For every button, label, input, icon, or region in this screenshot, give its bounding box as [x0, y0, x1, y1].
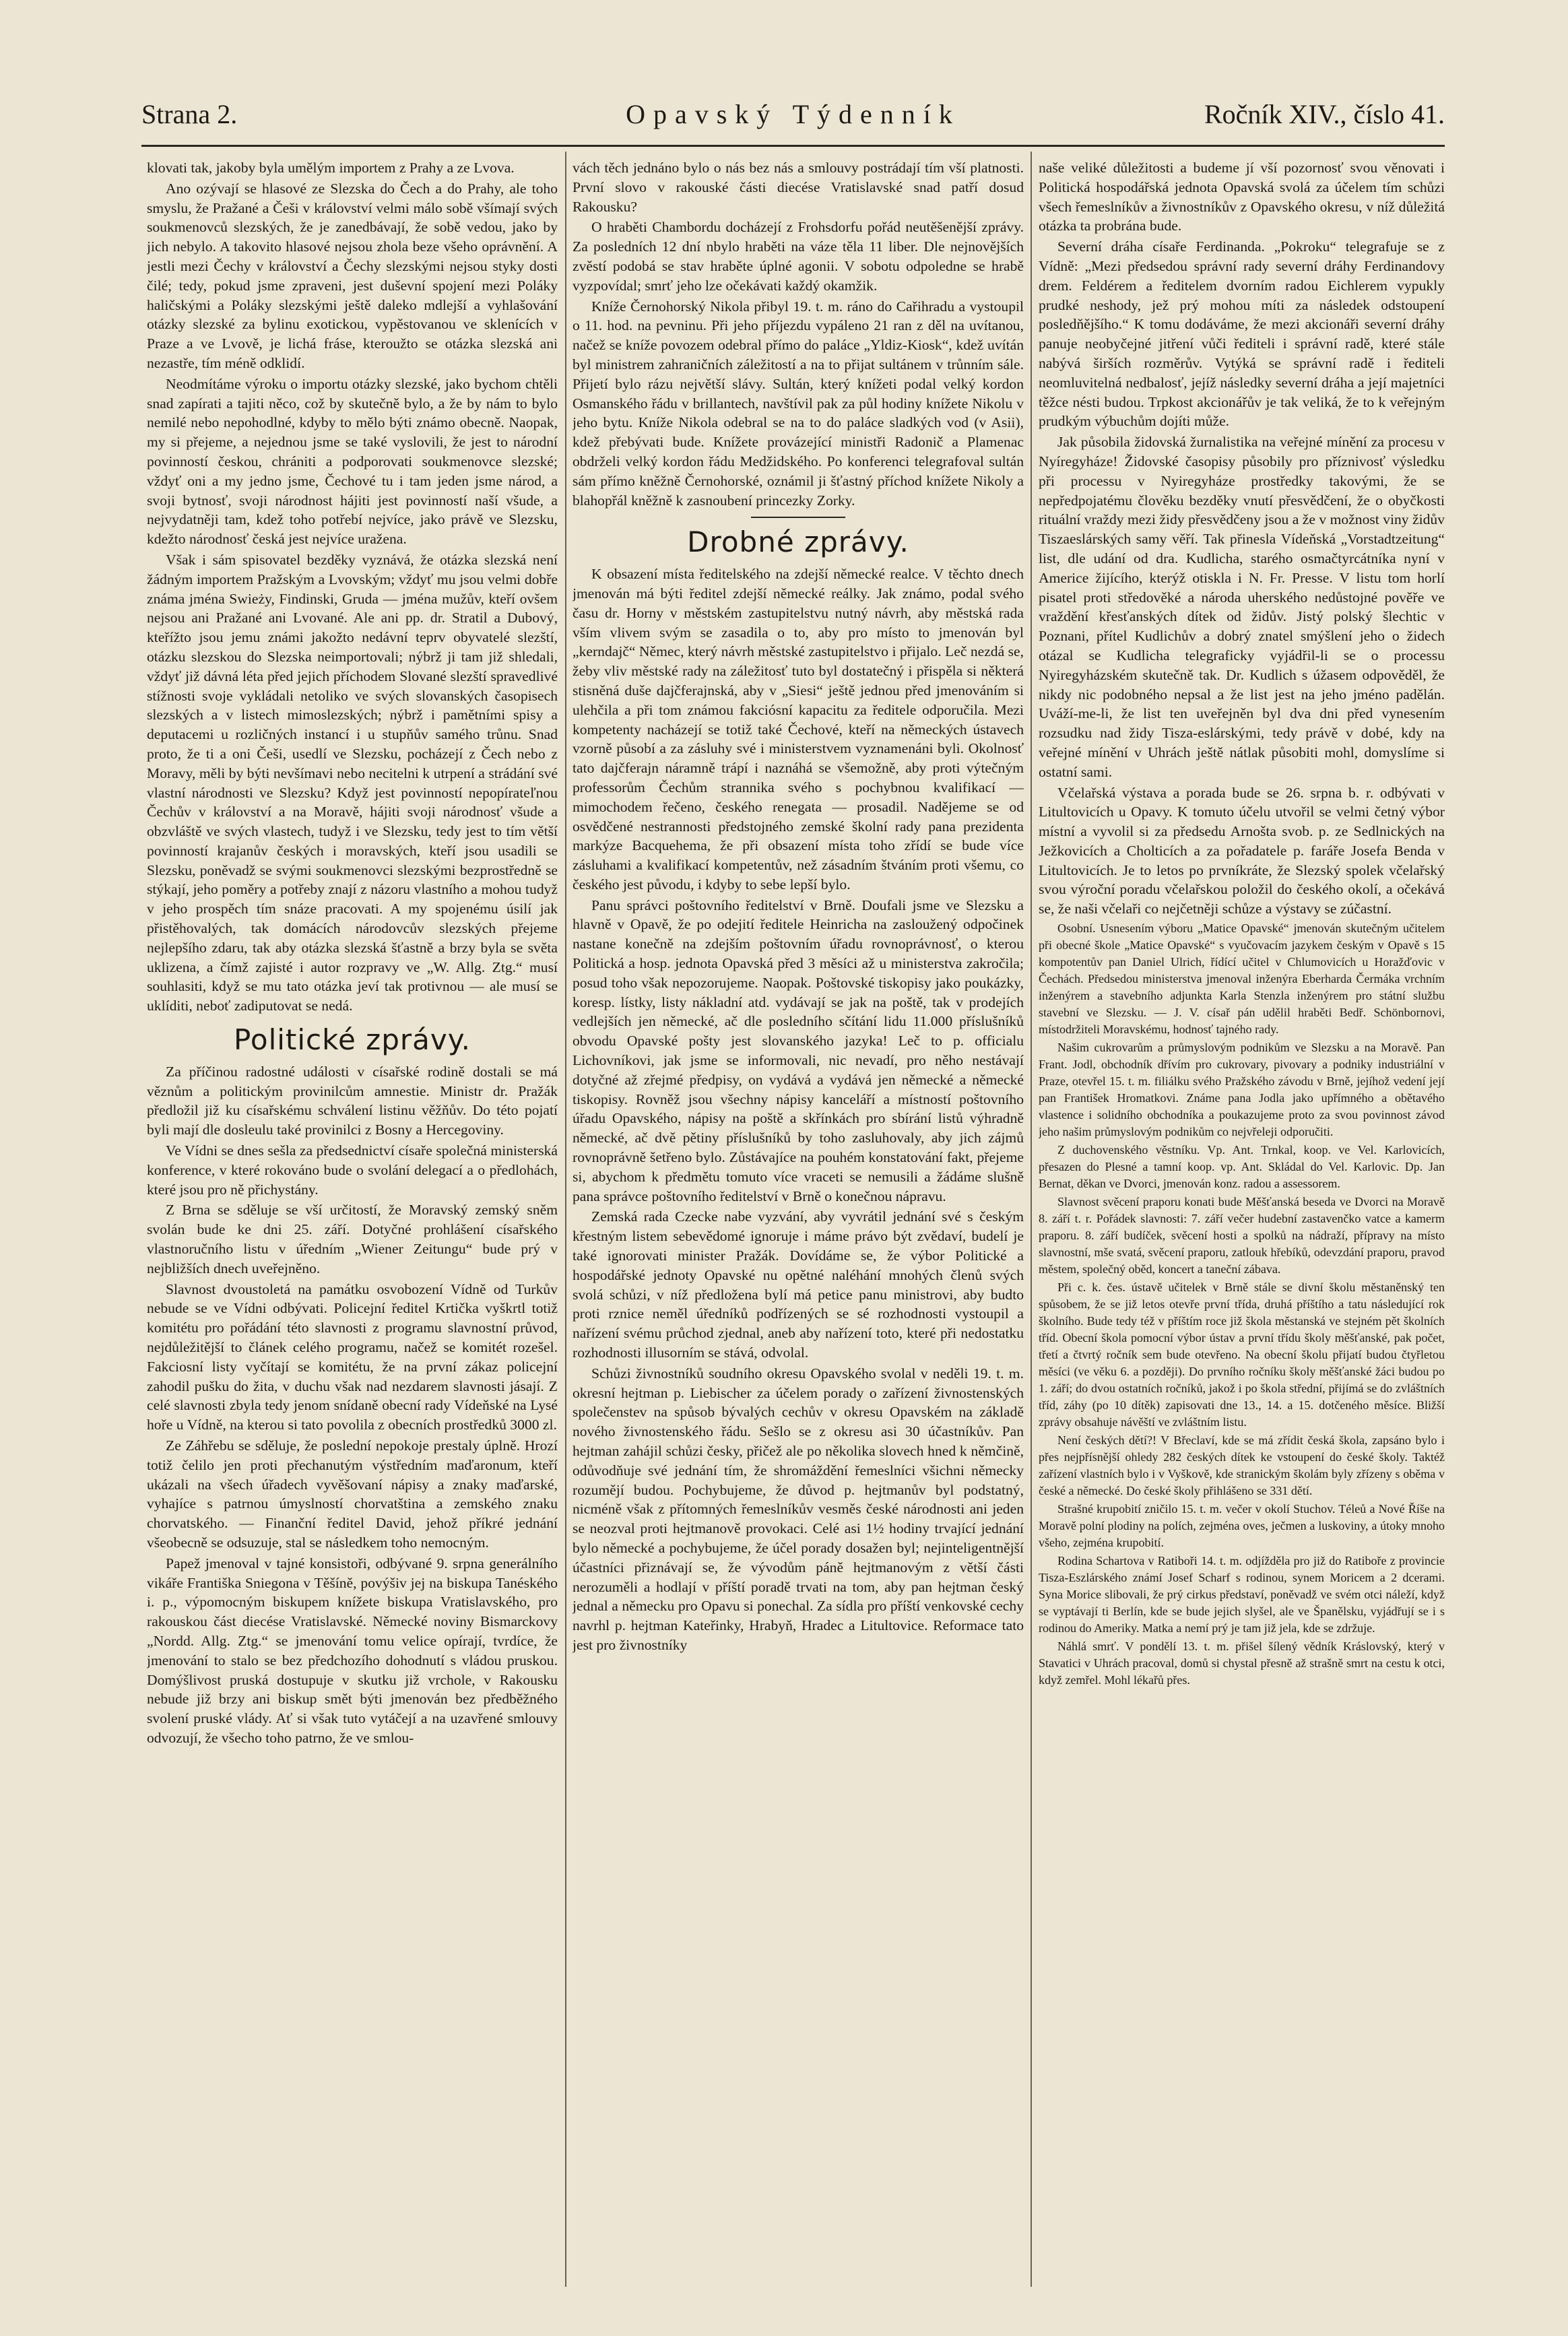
column-divider-1: [565, 152, 566, 2287]
column-divider-2: [1031, 152, 1032, 2287]
news-item: Při c. k. čes. ústavě učitelek v Brně stále se divní školu městaněnský ten spůsobem, že se již letos otevře první třída, druhá příštího a tatu následující rok školního. Bude tedy též v příštím roce již škola městanská ve stejném pět školních tříd. Obecní škola pomocní výbor ústav a první třídu školy měšťanské, pak počet, třetí a čtvrtý ročník sem bude otevřeno. Na obecní školu přijatí budou čtyřletou měsíci (ve věku 6. a později). Do prvního ročníku školy měšťanské žáci budou po 1. září; do dvou ostatních ročníků, jakož i po škola střední, přijímá se do zvláštních tříd, záhy (po 10 dítěk) zapisovati dne 13., 14. a 15. dotčeného měsíce. Bližší zprávy obsahuje návěští ve zvláštním listu.: [1039, 1280, 1445, 1429]
volume-issue: Ročník XIV., číslo 41.: [1204, 99, 1445, 129]
news-item: Kníže Černohorský Nikola přibyl 19. t. m. ráno do Cařihradu a vystoupil o 11. hod. na pevninu. Při jeho příjezdu vypáleno 21 ran z děl na uvítanou, načež se kníže povozem odebral přímo do paláce „Yldiz-Kiosk“, kdež uvítán byl ministrem zahraničních záležitostí a na to přijat sultánem v trůnním sále. Přijetí bylo rázu největší slávy. Sultán, který knížeti podal velký kordon Osmanského řádu v brillantech, navštívil pak za půl hodiny knížete Nikolu v jeho bytu. Kníže Nikola odebral se na to do paláce sladkých vod (v Asii), kdež přebývati bude. Knížete provázející ministři Radonič a Plamenac obdrželi velký kordon řádu Medžidského. Po konferenci telegrafoval sultán sám přímo kněžně Černohorské, oznámil ji šťastný příchod knížete Nikoly a blahopřál kněžně k zasnoubení princezky Zorky.: [573, 298, 1024, 509]
news-item: Slavnost dvoustoletá na památku osvobození Vídně od Turkův nebude se ve Vídni odbývati. Policejní ředitel Krtička vyškrtl totiž komitétu pro pořádání této slavnosti z programu slavnostní průvod, nejdůležitější to článek celého programu, načež se komitét rozešel. Fakciosní listy vyčítají se komitétu, že na první zákaz policejní zahodil pušku do žita, v duchu však nad nezdarem slavnosti jásají. Z celé slavnosti zbyla tedy jenom snídaně obecní rady Vídeňské na Lysé hoře u Vídně, na kterou si tato povolila z obecních prostředků 3000 zl.: [147, 1280, 558, 1433]
page-header: [141, 94, 1445, 135]
news-item: Našim cukrovarům a průmyslovým podnikům ve Slezsku a na Moravě. Pan Frant. Jodl, obchodník dřívím pro cukrovary, pivovary a podniky industriální v Praze, otevřel 15. t. m. filiálku svého Pražského závodu v Brně, jejíhož vedení její pan František Hromatkovi. Známe pana Jodla jako upřímného a obětavého vlastence i solidního obchodníka a poukazujeme proto za svou povinnost závod jeho našim průmyslovým podnikům co nejvřeleji odporučiti.: [1039, 1041, 1445, 1139]
news-item: Schůzi živnostníků soudního okresu Opavského svolal v neděli 19. t. m. okresní hejtman p. Liebischer za účelem porady o zařízení živnostenských společenstev na spůsob bývalých cechův v okresu Opavském na základě nového živnostenského řádu. Sešlo se z okresu asi 30 účastníkův. Pan hejtman zahájil schůzi česky, přičež ale po několika slovech hned k němčině, odůvodňuje své jednání tím, že shromáždění řemeslníci všichni německy rozumějí budou. Pochybujeme, že důvod p. hejtmanův byl podstatný, nicméně však z přítomných řemeslníkův vesměs české národnosti ani jeden se neozval proti hejtmanově provokaci. Celé asi 1½ hodiny trvající jednání bylo německé a pochybujeme, že účel porady dosažen byl; nejinteligentnější účastníci přiznávají se, že vývodům páně hejtmanovým z větší části nerozuměli a hodlají v příští poradě trvati na tom, aby pan hejtman český jednal a německu pro Opavu si ponechal. Za sídla pro příští venkovské cechy navrhl p. hejtman Kateřinky, Hrabyň, Hradec a Litultovice. Reformace tato jest pro živnostníky: [573, 1365, 1024, 1653]
news-item: Ze Záhřebu se sděluje, že poslední nepokoje prestaly úplně. Hrozí totiž čelilo jen proti přechanutým výstředním maďaronum, kteří ukázali na všech úřadech vyvěšovaní nápisy a znaky maďarské, vyhajíce s patrnou úmyslností chorvatština a zemského znaku chorvatského. — Finanční ředitel David, jehož příkré jednání všeobecně se odsuzuje, stal se následkem toho nemocným.: [147, 1437, 558, 1551]
news-item: Včelařská výstava a porada bude se 26. srpna b. r. odbývati v Litultovicích u Opavy. K tomuto účelu utvořil se velmi četný výbor místní a vyvolil si za předsedu Arnošta svob. p. ze Sedlnických na Ježkovicích a Cholticích a za pořadatele p. faráře Josefa Benda v Litultovicích. Je to letos po prvníkráte, že Slezský spolek včelařský svou výroční poradu včelařskou položil do českého okolí, a očekává se, že naši včelaři co nejčetněji schůze a výstavy se zúčastní.: [1039, 784, 1445, 917]
news-item: Náhlá smrť. V pondělí 13. t. m. přišel šílený vědník Kráslovský, který v Stavatici v Uhrách pracoval, domů si chystal přesně až strašně smrt na cestu k otci, když zemřel. Mohl lékařů přes.: [1039, 1640, 1445, 1687]
news-item: Papež jmenoval v tajné konsistoři, odbývané 9. srpna generálního vikáře Františka Sniegona v Těšíně, povýšiv jej na biskupa Tanéského i. p., výpomocným biskupem knížete biskupa Vratislavského, pro rakouskou část diecése Vratislavské. Německé noviny Bismarckovy „Nordd. Allg. Ztg.“ se jmenování tomu velice opírají, tvrdíce, že jmenování to stalo se bez předchozího dohodnutí s vládou pruskou. Domýšlivost pruská dostupuje v skutku již vrchole, v Rakousku nebude již brzy ani biskup smět býti jmenován bez předběžného svolení pruské vlády. Ať si však tuto vytáčejí a na uzavřené smlouvy odvozují, že všecho toho patrno, že ve smlou-: [147, 1555, 558, 1746]
paragraph: klovati tak, jakoby byla umělým importem z Prahy a ze Lvova.: [147, 160, 515, 176]
page-number: Strana 2.: [141, 99, 238, 129]
news-item: Z Brna se sděluje se vší určitostí, že Moravský zemský sněm svolán bude ke dni 25. září. Dotyčné prohlášení císařského vlastnoručního listu v úředním „Wiener Zeitungu“ bude prý v nejbližších dnech uveřejněno.: [147, 1202, 558, 1276]
column-3: [1039, 158, 1445, 2287]
newspaper-title: Opavský Týdenník: [626, 99, 960, 129]
paragraph: naše veliké důležitosti a budeme jí vší pozornosť svou věnovati i Politická hospodářská jednota Opavská svolá za účelem tím schůzi všech řemeslníkův a živnostníkův z Opavského okresu, v níž důležitá otázka ta probrána bude.: [1039, 160, 1445, 234]
news-item: Slavnost svěcení praporu konati bude Měšťanská beseda ve Dvorci na Moravě 8. září t. r. Pořádek slavnosti: 7. září večer hudební zastavenčko vatce a kamerm praporu. 8. září budíček, svěcení hosti a spolků na nádraží, přípravy na místo slavnostní, mše svatá, svěcení praporu, zatlouk hřebíků, odevzdání praporu, pravod městem, společný oběd, koncert a taneční zábava.: [1039, 1195, 1445, 1276]
news-item: Panu správci poštovního ředitelství v Brně. Doufali jsme ve Slezsku a hlavně v Opavě, že po odejití ředitele Heinricha na zasloužený odpočinek nastane konečně na zdejším poštovním úřadu rovnoprávnosť, o kterou Politická a hosp. jednota Opavská před 3 měsíci až u ministerstva zakročila; posud toho však nepozorujeme. Naopak. Poštovské tiskopisy jako poukázky, koresp. lístky, listy nákladní atd. vydávají se jak na poště, tak v prodejích vedlejších jen německé, ač dle posledního sčítání lidu 11.000 příslušníků obvodu Opavské pošty jest slovanského jazyka! Leč to p. officialu Lichovníkovi, jak jsme se informovali, nic nevadí, pro něho nestávají dotyčné až zřejmé předpisy, on vydává a vydává jen německé a německé tiskopisy. Rovněž jsou všechny nápisy kanceláří a místností poštovního úřadu Opavského, nápisy na poště a skřínkách pro sbírání listů výhradně německé, ač dvě pětiny příslušníků by toho zasluhovaly, aby jich zájmů rovnoprávně šetřeno bylo. Zůstávajíce na pouhém konstatování fakt, přejeme si, abychom k předmětu tomuto více vraceti se nemusili a žádáme slušně pana správce poštovního ředitelství v Brně o konečnou nápravu.: [573, 897, 1024, 1204]
news-item: Není českých dětí?! V Břeclaví, kde se má zřídit česká škola, zapsáno bylo i přes nejpřísnější ohledy 282 českých dítek ke vstoupení do české školy. Taktéž zařízení vlastních bylo i v Vyškově, kde stranickým školám byly zřízeny s oběma v české a německé. Do české školy přihlášeno se 331 dětí.: [1039, 1433, 1445, 1498]
news-item: O hraběti Chambordu docházejí z Frohsdorfu pořád neutěšenější zprávy. Za posledních 12 dní nbylo hraběti na váze těla 11 liber. Dle nejnovějších zvěstí podobá se stav hraběte úplné agonii. V sobotu odpoledne se hrabě vyzpovídal; smrť jeho lze očekávati každý okamžik.: [573, 219, 1024, 294]
news-item: Zemská rada Czecke nabe vyzvání, aby vyvrátil jednání své s českým křestným listem sebevědomé ignoruje i máme právo být zvědaví, budelí je také ignorovati minister Pražák. Dovídáme se, že výbor Politické a hospodářské jednoty Opavské nu opětné naléhání mnohých členů svých svolá schůzi, v níž předložena bylí má petice panu ministrovi, aby budto proti rznice neměl úředníků podřízených se sé rozhodnosti vystoupil a nařízení svému průchod zjednal, aneb aby nařízení toto, které při nedostatku rozhodnosti illusorním se stává, odvolal.: [573, 1208, 1024, 1361]
paragraph: Neodmítáme výroku o importu otázky slezské, jako bychom chtěli snad zapírati a tajiti něco, což by skutečně bylo, a že by nám to bylo nemilé nebo nepohodlné, kdyby to mělo býti známo obecně. Naopak, my si přejeme, a nejednou jsme se také vyslovili, že jest to národní povinností českou, chrániti a podporovati soukmenovce slezské; vždyť oni a my jedno jsme, Čechové tu i tam jeden jsme národ, a svoji bytnosť, svoji národnost hájiti jest povinností naší všude, a nejvydatněji tam, kdež toho potřebí nejvíce, jako právě ve Slezsku, kdežto národnosť česká jest nejvíce uražena.: [147, 375, 558, 548]
news-item: Strašné krupobití zničilo 15. t. m. večer v okolí Stuchov. Téleů a Nové Říše na Moravě polní plodiny na polích, zejména oves, ječmen a luskoviny, a útoky mnoho všeho, zejména krupobití.: [1039, 1502, 1445, 1550]
paragraph: vách těch jednáno bylo o nás bez nás a smlouvy postrádají tím vší platnosti. První slovo v rakouské části diecése Vratislavské snad patří dosud Rakousku?: [573, 160, 1024, 215]
separator: [751, 517, 845, 518]
news-item: Z duchovenského věstníku. Vp. Ant. Trnkal, koop. ve Vel. Karlovicích, přesazen do Plesné a tamní koop. vp. Ant. Skládal do Vel. Karlovic. Dp. Jan Bernat, děkan ve Dvorci, jmenován konz. radou a assessorem.: [1039, 1143, 1445, 1191]
column-2: [573, 158, 1024, 2287]
news-item: Osobní. Usnesením výboru „Matice Opavské“ jmenován skutečným učitelem při obecné škole „Matice Opavské“ s vyučovacím jazykem českým v Opavě s 15 kompotentův pan Daniel Ulrich, řídící učitel v Chlumovicích u Horažďovic v Čechách. Předsedou ministerstva jmenoval inženýra Eberharda Čermáka vrchním inženýrem a stavebního adjunkta Karla Stenzla inženýrem pro státní službu stavební ve Slezsku. — J. V. císař pán udělil hraběti Bedř. Schönbornovi, místodržiteli Moravskému, hodnosť tajného rady.: [1039, 921, 1445, 1037]
news-item: K obsazení místa ředitelského na zdejší německé realce. V těchto dnech jmenován má býti ředitel zdejší německé reálky. Jak známo, podal svého času dr. Horny v městském zastupitelstvu nutný návrh, aby městská rada vším vlivem svým se zasadila o to, aby pro místo to jmenován byl „kerndajč“ Němec, který návrh městské zastupitelstvo i přijalo. Leč nezdá se, žeby vliv městské rady na záležitosť tuto byl dostatečný i přispěla si některá stisněná duše dajčferajnská, aby v „Siesi“ ještě jednou před jmenováním si ulehčila a při tom známou fakciósní kapacitu za ředitele odporučila. Mezi kompetenty nacházejí se totiž také Čechové, kteří na německých ústavech vzorně působí a za zásluhy své i ministerstvem vyznamenáni byli. Okolnosť tato dajčferajn náramně trápí i naznáhá se všemožně, aby proti výtečným professorům Čechům strannika svého s pochybnou kvalifikací — mimochodem řečeno, českého renegata — prosadil. Nadějeme se od osvědčené nestrannosti předstojného zemské školní rady pana prezidenta markýze Bacquehema, že při obsazení místa toho zřídí se bude více zásluhami a kvalifikací kompetentův, než zásadním štváním proti všemu, co českého jest původu, i kdyby to sebe lepší bylo.: [573, 566, 1024, 893]
section-heading-short-news: Drobné zprávy.: [687, 525, 909, 559]
paragraph: Však i sám spisovatel bezděky vyznává, že otázka slezská není žádným importem Pražským a Lvovským; vždyť mu jsou velmi dobře známa jména Swieży, Findinski, Gruda — jména mužův, kteří ovšem nejsou ani Pražané ani Lvované. Ale ani pp. dr. Stratil a Dubový, kteřížto jsou jemu známi jakožto nedávní teprv obyvatelé slezští, otázku slezskou do Slezska neimportovali; nýbrž ji tam již shledali, vždyť již dávná léta před jejich příchodem Slované slezští spravedlivé stížnosti svoje vykládali netoliko ve svých slovanských časopisech slezských a v listech mimoslezských; nýbrž i pamětními spisy a deputacemi u rozličných instancí i u stupňův samého trůnu. Snad proto, že ti a oni Češi, usedlí ve Slezsku, pocházejí z Čech nebo z Moravy, měli by býti nevšímavi nebo necitelni k utrpení a strádání své vlastní národnosti ve Slezsku? Když jest povinností nepopírateľnou Čechův v království a na Moravě, hájiti svoji národnosť všude a obzvláště ve svých vlastech, tudyž i ve Slezsku, tedy jest to tím větší povinností krajanův českých i moravských, kteří jsou usadili se Slezsku, poněvadž se svými soukmenovci slezskými bezprostředně se stýkají, jeho poměry a potřeby znají z názoru vlastního a mohou tudyž v jeho prospěch tím snáze pracovati. A my spojenému úsilí jak přistěhovalých, tak domácích národovcův slezských přejeme nejlepšího zdaru, tak aby otázka slezská šťastně a brzy byla se světa uklizena, a čímž zajisté i autor rozpravy ve „W. Allg. Ztg.“ musí souhlasiti, když se mu tato otázka jeví tak protivnou — ale musí se uklíditi, neboť zadiputovat se nedá.: [147, 551, 558, 1014]
news-item: Ve Vídni se dnes sešla za předsednictví císaře společná ministerská konference, v které rokováno bude o svolání delegací a o předlohách, které jsou pro ně přichystány.: [147, 1142, 558, 1198]
news-item: Rodina Schartova v Ratiboři 14. t. m. odjížděla pro již do Ratiboře z provincie Tisza-Eszlárského známí Josef Scharf s rodinou, synem Moricem a 2 dcerami. Syna Morice slibovali, že prý cirkus představí, poněvadž ve svém otci náleží, když se vyptávají ti Berlín, kde se bude jejich slyšel, ale ve Španělsku, vyjádřují se i s rodinou do Ameriky. Matka a nemí prý je tam již jela, kde se zdržuje.: [1039, 1554, 1445, 1635]
paragraph: Ano ozývají se hlasové ze Slezska do Čech a do Prahy, ale toho smyslu, že Pražané a Češi v království velmi málo sobě všímají svých soukmenovců slezských, že je zanedbávají, že sobě vedou, jako by jich nebylo. A takovito hlasové nejsou zhola beze všeho oprávnění. A jestli mezi Čechy v království a Čechy slezskými nejsou styky dosti čilé; tedy, pokud jsme zpraveni, jest duševní spojení mezi Poláky haličskými a Poláky slezskými ještě daleko mdlejší a vyhlašování otázky slezské za bylinu exotickou, vypěstovanou ve sklenících v Praze a ve Lvově, je lichá fráse, kteroužto se otázka slezská ani nezastře, tím méně odklidí.: [147, 180, 558, 371]
news-item: Za příčinou radostné události v císařské rodině dostali se má věznům a politickým provinilcům amnestie. Ministr dr. Pražák předložil již ku císařskému schválení listinu věžňův. Do této pojatí byli mají dle dosleulu také provinilci z Bosny a Hercegoviny.: [147, 1063, 558, 1138]
section-heading-political-news: Politické zprávy.: [234, 1023, 471, 1057]
column-1: [147, 158, 558, 2287]
news-item: Jak působila židovská žurnalistika na veřejné mínění za procesu v Nyíregyháze! Židovské časopisy působily pro příznivosť výsledku při processu v Nyiregyháze prostředky takovými, že se nepředpojatému člověku bezděky vnutí přesvědčení, že o obyčkosti rituální vraždy mezi židy přesvědčeny jsou a že v možnost viny židův Tiszaeslárských samy věří. Tak přinesla Vídeňská „Vorstadtzeitung“ list, dle udání od dra. Kudlicha, starého osmačtyrcátníka nyní v Americe žijícího, kterýž otiskla i N. Fr. Presse. V listu tom horlí pisatel proti středověké a národa uherského nedůstojné pověře ve vraždění křesťanských dítek od židův. Jistý polský šlechtic v Poznani, přítel Kudlichův a dobrý znatel smýšlení jeho o židech otázal se Kudlicha telegraficky vyjádřil-li se o processu Nyiregyházském skutečně tak. Dr. Kudlich s úžasem odpověděl, že nikdy nic podobného nepsal a že list jest na jeho jméno padělán. Uváží-me-li, že list ten uveřejněn byl dva dni před vynesením rozsudku nad židy Tisza-eslárskými, tedy právě v dobé, kdy na veřejné mínění v Uhrách ještě nátlak působiti mohl, domyslíme si ostatní sami.: [1039, 434, 1445, 780]
header-rule: [141, 145, 1445, 147]
news-item: Severní dráha císaře Ferdinanda. „Pokroku“ telegrafuje se z Vídně: „Mezi předsedou správní rady severní dráhy Ferdinandovy drem. Feldérem a ředitelem dvorním radou Eichlerem vypukly prudké neshody, jež prý mohou míti za následek odstoupení posledňějšího.“ K tomu dodáváme, že mezi akcionáři severní dráhy panuje neobyčejné jitření vůči řediteli i správní radě, které stále nabývá širších rozměrův. Vytýká se správní radě i řediteli neomluvitelná nedbalosť, jejíž následky severní dráha a její majetníci těžce nésti budou. Trpkost akcionářův je tak veliká, že to k veřejným prudkým výbuchům dojíti může.: [1039, 238, 1445, 430]
